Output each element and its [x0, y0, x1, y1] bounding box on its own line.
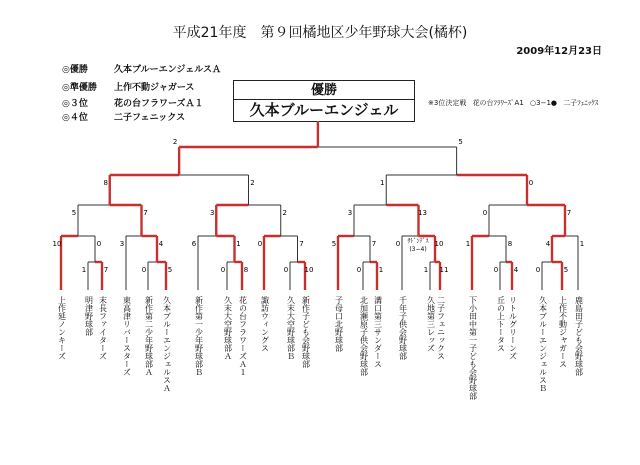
score-label: 4: [513, 266, 519, 274]
score-label: 3: [210, 209, 215, 217]
score-label: 4: [545, 240, 551, 248]
team-name: 二子フェニックス: [436, 296, 446, 360]
third-place-label: ※3位決定戦: [428, 99, 467, 107]
team-name: 東高津リバースターズ: [122, 296, 132, 376]
score-label: 8: [507, 240, 513, 248]
score-label: 1: [380, 179, 385, 187]
team-name: リトルグリーンズ: [508, 296, 518, 360]
score-label: 2: [172, 138, 178, 146]
team-name: 丘の上トータス: [496, 296, 506, 352]
team-name: 千年子供会野球部: [398, 296, 408, 360]
result-label: ◎準優勝: [62, 83, 97, 93]
score-label: 0: [220, 266, 226, 274]
third-place-team-b: 二子ﾌｪﾆｯｸｽ: [563, 99, 599, 107]
score-label: 0: [141, 266, 147, 274]
team-name: 久末大空野球部Ａ: [223, 296, 233, 360]
score-label: 1: [378, 266, 384, 274]
result-team: 久本ブルーエンジェルスＡ: [114, 65, 221, 75]
team-name: 子母口北野球部: [334, 296, 344, 352]
result-team: 花の台フラワーズＡ１: [114, 99, 204, 109]
score-label: 7: [143, 209, 148, 217]
score-label: 0: [356, 266, 362, 274]
third-place-team-a: 花の台ﾌﾗﾜｰｽﾞA1: [472, 99, 524, 107]
score-label: 1: [465, 240, 471, 248]
team-name: 溝口第三サンダース: [373, 296, 383, 368]
team-name: 新作第一少年野球部Ｂ: [194, 296, 204, 376]
team-name: 久本ブルーエンジェルスＡ: [162, 296, 172, 392]
team-name: 上作延ノンキーズ: [57, 296, 67, 360]
result-team: 上作不動ジャガース: [114, 83, 195, 93]
score-label: 1: [236, 240, 241, 248]
score-label: 8: [103, 179, 108, 187]
result-team: 二子フェニックス: [114, 113, 186, 123]
score-label: 10: [52, 240, 62, 248]
team-name: 久末大空野球部Ｂ: [286, 296, 296, 360]
score-label: 0: [535, 266, 541, 274]
score-label: 0: [482, 209, 488, 217]
team-name: 久本ブルーエンジェルスＢ: [538, 296, 548, 392]
score-label: 8: [243, 266, 249, 274]
sudden-death-label: ｻﾄﾞﾝﾃﾞｽ: [407, 238, 429, 245]
score-label: 0: [283, 266, 289, 274]
score-label: 0: [257, 240, 263, 248]
score-label: 2: [250, 179, 255, 187]
score-label: 5: [71, 209, 77, 217]
team-name: 下小田中第一子ども会野球部: [468, 296, 478, 400]
score-label: 1: [81, 266, 87, 274]
team-name: 新作第二少年野球部Ａ: [144, 296, 154, 376]
score-label: 6: [191, 240, 197, 248]
score-label: 7: [103, 266, 109, 274]
score-label: 5: [167, 266, 173, 274]
score-label: 5: [331, 240, 337, 248]
score-label: 0: [96, 240, 102, 248]
result-label: ◎３位: [62, 99, 88, 109]
team-name: 諏訪ウィングス: [260, 296, 270, 352]
team-name: 花の台フラワーズＡ１: [238, 296, 248, 376]
score-label: 7: [566, 209, 572, 217]
score-label: 2: [282, 209, 287, 217]
team-name: 上作不動ジャガース: [558, 296, 568, 368]
score-label: 3: [347, 209, 353, 217]
result-label: ◎優勝: [62, 65, 88, 75]
score-label: 0: [493, 266, 499, 274]
team-name: 鹿島田子ども会野球部: [574, 296, 584, 376]
score-label: 0: [528, 179, 534, 187]
team-name: 久地第三レッズ: [426, 296, 436, 352]
champion-name: 久本ブルーエンジェル: [234, 99, 414, 120]
score-label: 4: [158, 240, 164, 248]
score-label: 1: [423, 266, 429, 274]
tournament-date: 2009年12月23日: [516, 46, 602, 57]
champion-heading: 優勝: [310, 83, 337, 98]
score-label: 0: [395, 240, 401, 248]
score-label: 10: [434, 240, 444, 248]
score-label: 1: [579, 240, 585, 248]
team-name: 北加瀬原子供会野球部: [359, 296, 369, 376]
team-name: 新作子ども会野球部: [301, 296, 311, 368]
score-label: 3: [119, 240, 125, 248]
team-name: 明津野球部: [84, 296, 94, 336]
third-place-score: ○3−1●: [530, 99, 558, 107]
team-name: 末長ファイターズ: [98, 296, 108, 360]
score-label: 7: [299, 240, 304, 248]
score-label: 5: [458, 138, 463, 146]
result-label: ◎４位: [62, 113, 88, 123]
page-title: 平成21年度 第９回橘地区少年野球大会(橘杯): [172, 25, 468, 41]
score-label: 7: [371, 240, 377, 248]
score-label: 5: [563, 266, 569, 274]
score-label: 11: [439, 266, 449, 274]
score-label: 13: [418, 209, 427, 217]
score-label: 10: [304, 266, 314, 274]
sudden-death-score: (3−4): [409, 246, 427, 253]
